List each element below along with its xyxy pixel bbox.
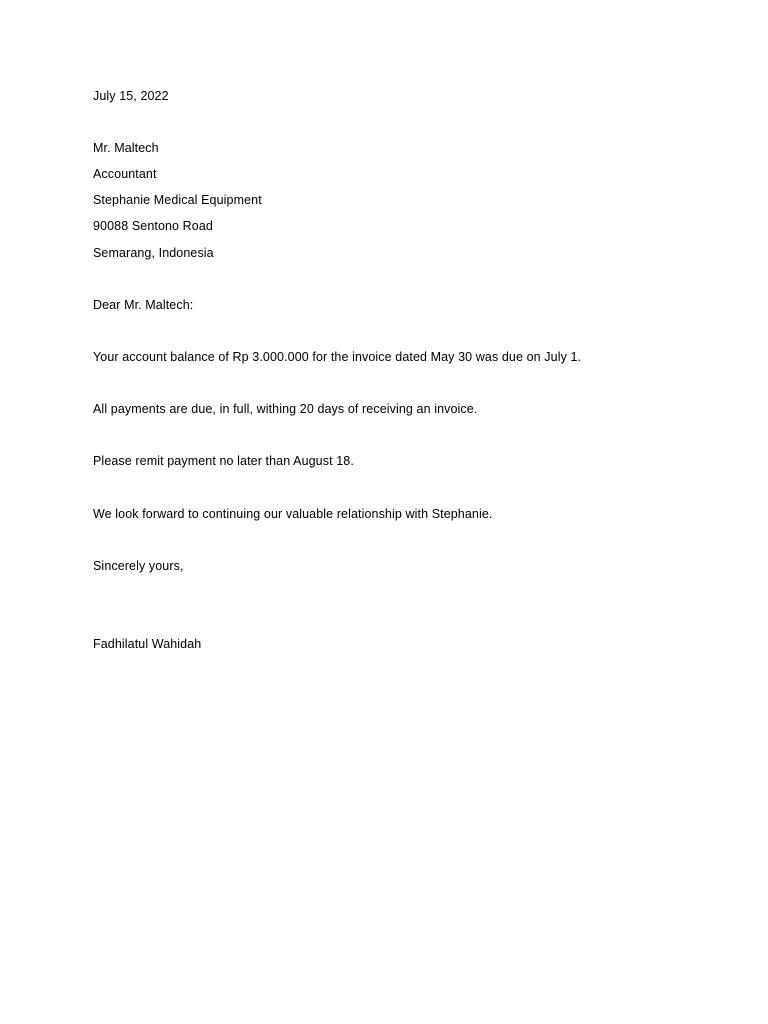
recipient-title: Accountant	[93, 167, 157, 181]
closing: Sincerely yours,	[93, 559, 184, 573]
paragraph-terms: All payments are due, in full, withing 20 days of receiving an invoice.	[93, 402, 478, 416]
recipient-name: Mr. Maltech	[93, 141, 159, 155]
recipient-company: Stephanie Medical Equipment	[93, 193, 262, 207]
signature-name: Fadhilatul Wahidah	[93, 637, 202, 651]
paragraph-balance: Your account balance of Rp 3.000.000 for the invoice dated May 30 was due on July 1.	[93, 350, 582, 364]
recipient-street: 90088 Sentono Road	[93, 219, 213, 233]
salutation: Dear Mr. Maltech:	[93, 298, 194, 312]
letter-date: July 15, 2022	[93, 89, 169, 103]
paragraph-deadline: Please remit payment no later than August 18.	[93, 454, 354, 468]
recipient-city: Semarang, Indonesia	[93, 246, 214, 260]
paragraph-relationship: We look forward to continuing our valuable relationship with Stephanie.	[93, 507, 493, 521]
